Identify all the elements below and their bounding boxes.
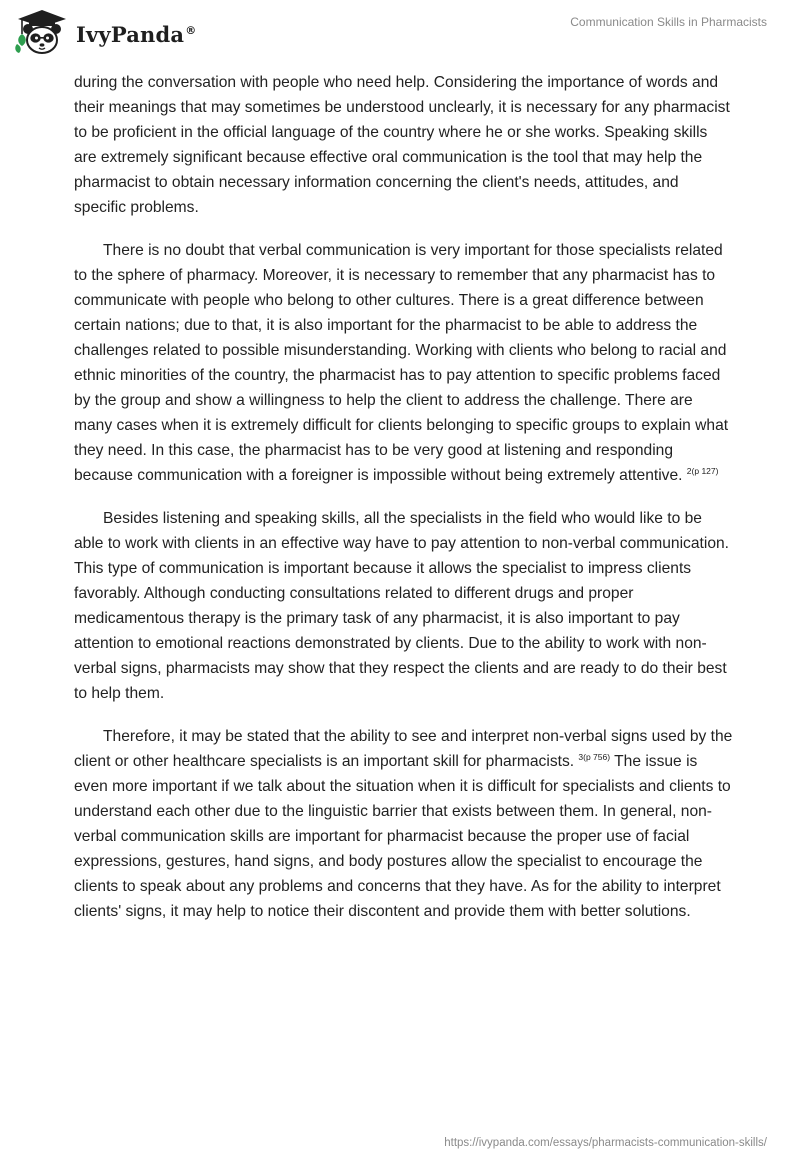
logo-text: IvyPanda [76, 21, 185, 47]
paragraph-text: during the conversation with people who need help. Considering the importance of words and their meanings that may sometimes be understood unclearly, it is necessary for any pharmacist to be proficient in the official language of the country where he or she works. Speaking skills are extremely significant because effective oral communication is the tool that may help the pharmacist to obtain necessary information concerning the client's needs, attitudes, and specific problems. [74, 74, 730, 216]
page-header [0, 0, 800, 60]
essay-paragraph [74, 238, 734, 488]
essay-paragraph [74, 70, 734, 220]
paragraph-text: Besides listening and speaking skills, all the specialists in the field who would like to be able to work with clients in an effective way have to pay attention to non-verbal communication. This type of communication is important because it allows the specialist to impress clients favorably. Although conducting consultations related to different drugs and proper medicamentous therapy is the primary task of any pharmacist, it is also important to pay attention to emotional reactions demonstrated by clients. Due to the ability to work with non-verbal signs, pharmacists may show that they respect the clients and are ready to do their best to help them. [74, 510, 730, 702]
essay-paragraph [74, 506, 734, 706]
paragraph-text: Therefore, it may be stated that the ability to see and interpret non-verbal signs used by the client or other healthcare specialists is an important skill for pharmacists. [74, 728, 733, 770]
source-url-link[interactable]: https://ivypanda.com/essays/pharmacists-communication-skills/ [444, 1137, 767, 1149]
logo-wordmark [76, 22, 196, 47]
page-title: Communication Skills in Pharmacists [570, 15, 767, 29]
registered-mark: ® [185, 23, 197, 37]
citation-superscript: 3(p 756) [578, 752, 611, 762]
citation-superscript: 2(p 127) [686, 466, 719, 476]
paragraph-text: There is no doubt that verbal communication is very important for those specialists related to the sphere of pharmacy. Moreover, it is necessary to remember that any pharmacist has to communicate with people who belong to other cultures. There is a great difference between certain nations; due to that, it is also important for the pharmacist to be able to address the challenges related to possible misunderstanding. Working with clients who belong to racial and ethnic minorities of the country, the pharmacist has to pay attention to specific problems faced by the group and show a willingness to help the client to address the challenge. There are many cases when it is extremely difficult for clients belonging to specific groups to explain what they need. In this case, the pharmacist has to be very good at listening and responding because communication with a foreigner is impossible without being extremely attentive. [74, 242, 729, 484]
ivypanda-logo[interactable] [14, 8, 196, 56]
essay-body [74, 70, 734, 942]
paragraph-text-continued: The issue is even more important if we talk about the situation when it is difficult for specialists and clients to understand each other due to the linguistic barrier that exists between them. In general, non-verbal communication skills are important for pharmacist because the proper use of facial expressions, gestures, hand signs, and body postures allow the specialist to encourage the clients to speak about any problems and concerns that they have. As for the ability to interpret clients' signs, it may help to notice their discontent and provide them with better solutions. [74, 753, 731, 920]
essay-paragraph [74, 724, 734, 924]
panda-graduate-icon [14, 8, 70, 56]
